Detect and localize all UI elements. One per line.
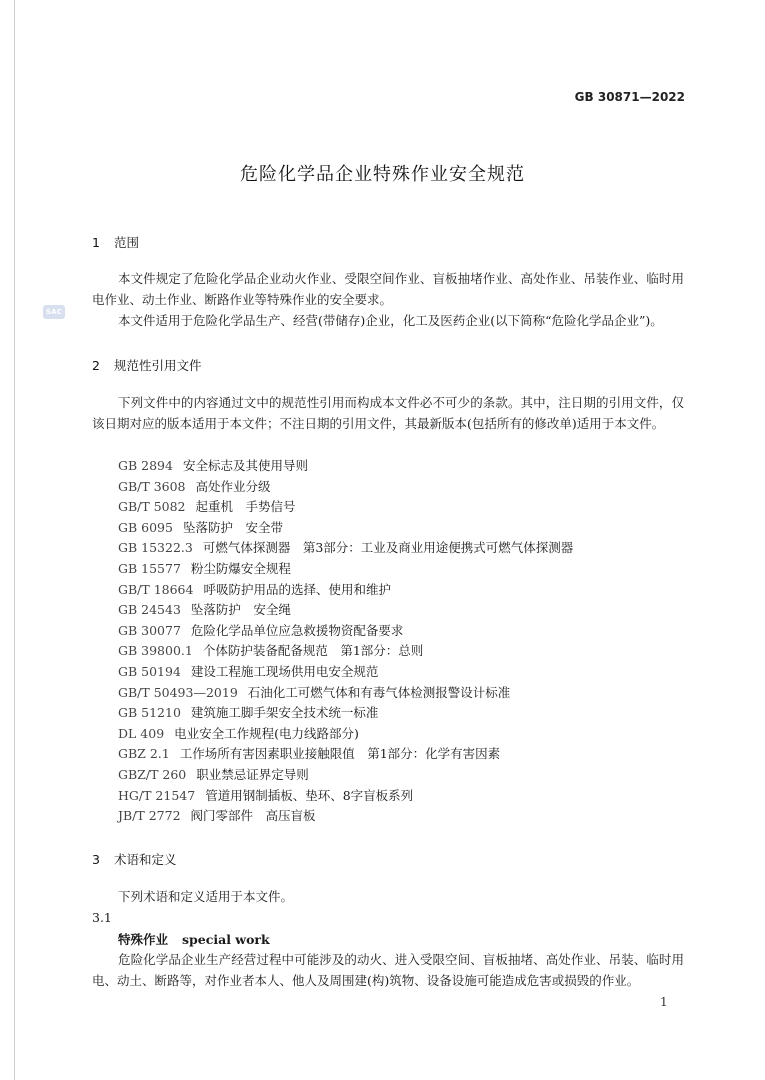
reference-code: GBZ/T 260 [118, 766, 187, 782]
terms-intro-paragraph: 下列术语和定义适用于本文件。 [118, 889, 294, 904]
reference-code: GB/T 3608 [118, 478, 186, 494]
reference-code: GB 15577 [118, 560, 181, 576]
reference-title: 呼吸防护用品的选择、使用和维护 [203, 581, 391, 597]
reference-item [118, 497, 573, 518]
reference-title: 危险化学品单位应急救援物资配备要求 [190, 622, 404, 638]
reference-item [118, 641, 573, 662]
reference-title: 粉尘防爆安全规程 [190, 560, 291, 576]
reference-item [118, 806, 573, 827]
reference-list [118, 456, 573, 827]
page-number: 1 [660, 995, 668, 1009]
reference-title: 职业禁忌证界定导则 [196, 766, 309, 782]
reference-title: 安全标志及其使用导则 [182, 458, 308, 473]
section-heading-scope [92, 233, 139, 251]
reference-code: GB 2894 [118, 458, 173, 473]
reference-item [118, 765, 573, 786]
section-number: 2 [92, 358, 100, 373]
reference-code: GB 6095 [118, 519, 173, 535]
reference-code: GB 39800.1 [118, 643, 193, 659]
reference-code: GBZ 2.1 [118, 746, 170, 762]
reference-title: 个体防护装备配备规范 第1部分：总则 [202, 643, 424, 659]
section-heading-terms-and-definitions [92, 850, 177, 868]
section-title: 规范性引用文件 [114, 358, 202, 373]
reference-title: 工作场所有害因素职业接触限值 第1部分：化学有害因素 [179, 746, 501, 762]
reference-item [118, 703, 573, 724]
section-number: 3 [92, 852, 100, 867]
reference-item [118, 744, 573, 765]
reference-item [118, 724, 573, 745]
reference-item [118, 518, 573, 539]
reference-item [118, 600, 573, 621]
reference-item [118, 456, 573, 477]
reference-code: DL 409 [118, 725, 165, 741]
reference-code: GB/T 50493—2019 [118, 684, 238, 700]
reference-code: JB/T 2772 [118, 808, 181, 824]
reference-title: 可燃气体探测器 第3部分：工业及商业用途便携式可燃气体探测器 [202, 540, 574, 556]
reference-code: HG/T 21547 [118, 787, 196, 803]
reference-title: 建设工程施工现场供用电安全规范 [190, 663, 379, 679]
reference-code: GB/T 5082 [118, 499, 186, 515]
reference-title: 坠落防护 安全带 [182, 519, 283, 535]
reference-title: 起重机 手势信号 [195, 499, 296, 515]
reference-item [118, 559, 573, 580]
term-name-zh: 特殊作业 [118, 932, 169, 947]
reference-code: GB 15322.3 [118, 540, 193, 556]
section-number: 1 [92, 235, 100, 250]
reference-title: 高处作业分级 [195, 478, 271, 494]
section-title: 术语和定义 [114, 852, 177, 867]
reference-item [118, 683, 573, 704]
sac-watermark-logo: SAC [43, 305, 65, 319]
term-number: 3.1 [92, 910, 112, 925]
scope-paragraph-1: 本文件规定了危险化学品企业动火作业、受限空间作业、盲板抽堵作业、高处作业、吊装作业、临时用电作业、动土作业、断路作业等特殊作业的安全要求。 [92, 271, 684, 307]
section-heading-normative-references [92, 356, 202, 374]
reference-item [118, 786, 573, 807]
reference-title: 石油化工可燃气体和有毒气体检测报警设计标准 [247, 684, 511, 700]
reference-item [118, 580, 573, 601]
standard-code: GB 30871—2022 [574, 90, 685, 104]
term-name [118, 930, 270, 948]
reference-item [118, 662, 573, 683]
scope-paragraph-2: 本文件适用于危险化学品生产、经营(带储存)企业，化工及医药企业(以下简称“危险化学品企业”)。 [118, 313, 663, 328]
reference-title: 电业安全工作规程(电力线路部分) [174, 725, 359, 741]
reference-item [118, 621, 573, 642]
reference-title: 建筑施工脚手架安全技术统一标准 [190, 705, 379, 721]
reference-title: 坠落防护 安全绳 [190, 602, 291, 618]
reference-item [118, 538, 573, 559]
reference-item [118, 477, 573, 498]
reference-title: 管道用钢制插板、垫环、8字盲板系列 [205, 787, 414, 803]
term-definition: 危险化学品企业生产经营过程中可能涉及的动火、进入受限空间、盲板抽堵、高处作业、吊装、临时用电、动土、断路等，对作业者本人、他人及周围建(构)筑物、设备设施可能造成危害或损毁的作业。 [92, 952, 684, 988]
reference-title: 阀门零部件 高压盲板 [190, 808, 316, 824]
reference-code: GB 50194 [118, 663, 181, 679]
reference-code: GB/T 18664 [118, 581, 194, 597]
term-name-en: special work [182, 932, 270, 947]
section-title: 范围 [114, 235, 140, 250]
references-intro-paragraph: 下列文件中的内容通过文中的规范性引用而构成本文件必不可少的条款。其中，注日期的引用文件，仅该日期对应的版本适用于本文件；不注日期的引用文件，其最新版本(包括所有的修改单)适用于本文件。 [92, 395, 684, 431]
reference-code: GB 30077 [118, 622, 181, 638]
document-title: 危险化学品企业特殊作业安全规范 [240, 164, 525, 185]
reference-code: GB 24543 [118, 602, 181, 618]
reference-code: GB 51210 [118, 705, 181, 721]
